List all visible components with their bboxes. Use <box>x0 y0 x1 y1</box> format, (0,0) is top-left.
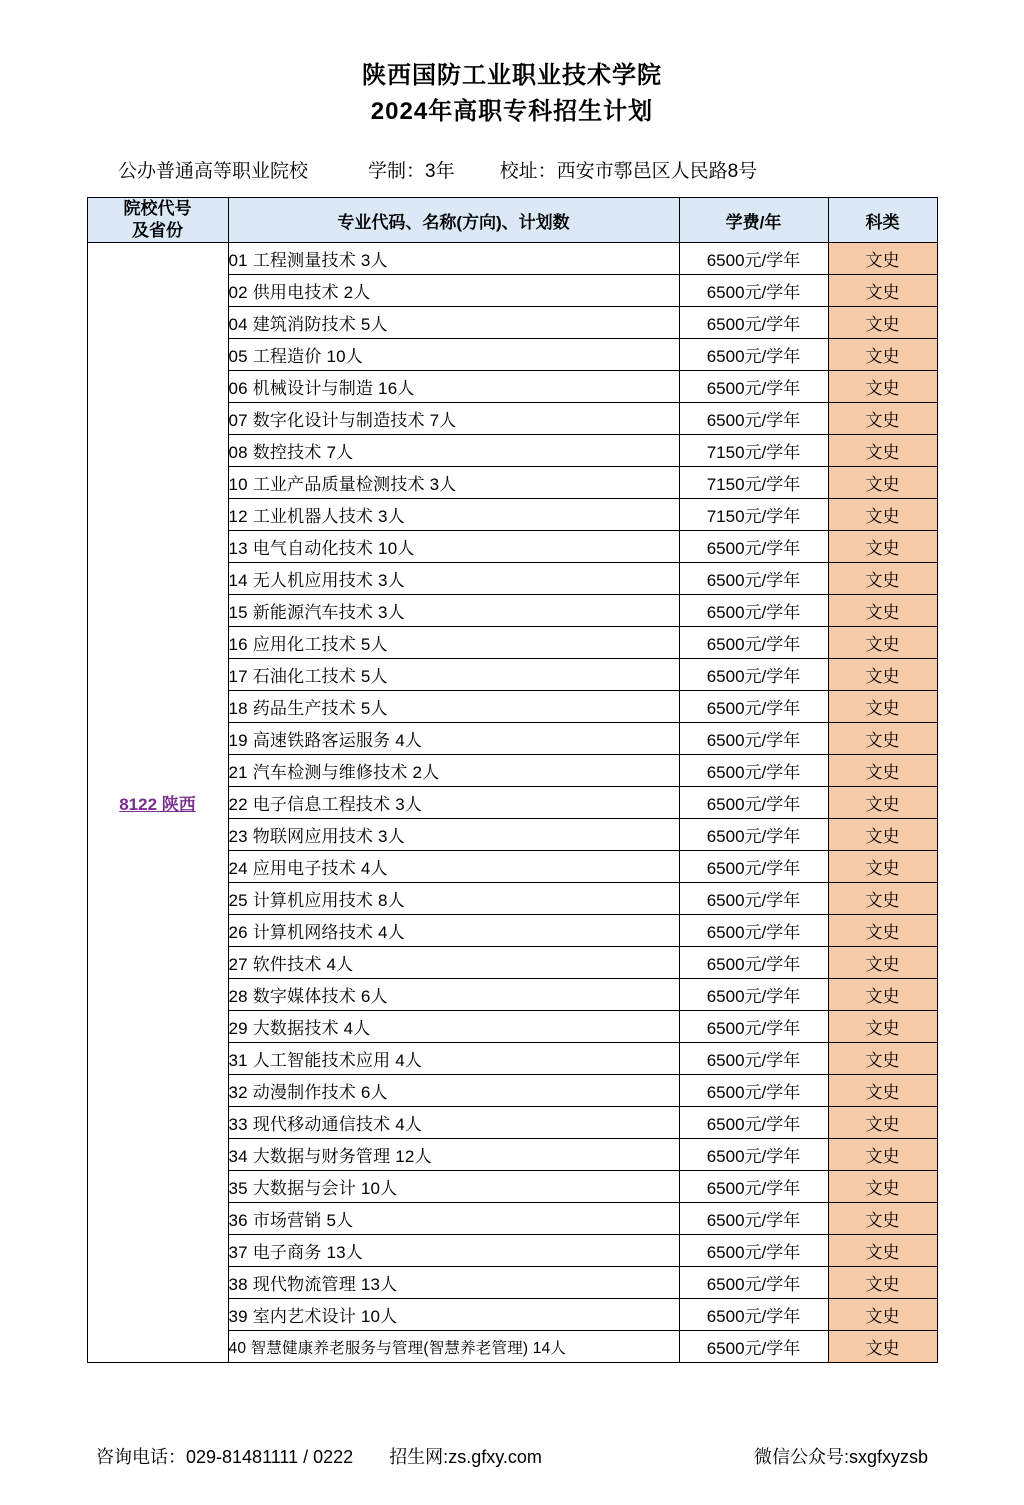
major-cell: 04 建筑消防技术 5人 <box>228 307 679 339</box>
fee-cell: 6500元/学年 <box>679 1299 828 1331</box>
fee-cell: 6500元/学年 <box>679 403 828 435</box>
major-cell: 27 软件技术 4人 <box>228 947 679 979</box>
subject-type-cell: 文史 <box>828 1107 937 1139</box>
subject-type-cell: 文史 <box>828 275 937 307</box>
major-cell: 29 大数据技术 4人 <box>228 1011 679 1043</box>
major-cell: 32 动漫制作技术 6人 <box>228 1075 679 1107</box>
fee-cell: 6500元/学年 <box>679 1139 828 1171</box>
subject-type-cell: 文史 <box>828 947 937 979</box>
subject-type-cell: 文史 <box>828 819 937 851</box>
wechat-account: 微信公众号:sxgfxyzsb <box>753 1447 928 1467</box>
fee-cell: 6500元/学年 <box>679 307 828 339</box>
fee-cell: 6500元/学年 <box>679 1171 828 1203</box>
subject-type-cell: 文史 <box>828 403 937 435</box>
subject-type-cell: 文史 <box>828 307 937 339</box>
subject-type-cell: 文史 <box>828 467 937 499</box>
header-fee: 学费/年 <box>679 198 828 243</box>
major-cell: 08 数控技术 7人 <box>228 435 679 467</box>
fee-cell: 6500元/学年 <box>679 531 828 563</box>
subject-type-cell: 文史 <box>828 1299 937 1331</box>
fee-cell: 6500元/学年 <box>679 563 828 595</box>
subject-type-cell: 文史 <box>828 883 937 915</box>
fee-cell: 6500元/学年 <box>679 691 828 723</box>
fee-cell: 6500元/学年 <box>679 243 828 275</box>
major-cell: 31 人工智能技术应用 4人 <box>228 1043 679 1075</box>
fee-cell: 6500元/学年 <box>679 1203 828 1235</box>
fee-cell: 7150元/学年 <box>679 467 828 499</box>
major-cell: 39 室内艺术设计 10人 <box>228 1299 679 1331</box>
major-cell: 12 工业机器人技术 3人 <box>228 499 679 531</box>
fee-cell: 6500元/学年 <box>679 1267 828 1299</box>
major-cell: 37 电子商务 13人 <box>228 1235 679 1267</box>
duration-label: 学制：3年 <box>368 161 455 182</box>
subject-type-cell: 文史 <box>828 1203 937 1235</box>
subject-type-cell: 文史 <box>828 563 937 595</box>
subject-type-cell: 文史 <box>828 499 937 531</box>
fee-cell: 6500元/学年 <box>679 787 828 819</box>
major-cell: 36 市场营销 5人 <box>228 1203 679 1235</box>
major-cell: 25 计算机应用技术 8人 <box>228 883 679 915</box>
fee-cell: 6500元/学年 <box>679 659 828 691</box>
admission-website: 招生网:zs.gfxy.com <box>389 1447 542 1467</box>
fee-cell: 6500元/学年 <box>679 755 828 787</box>
table-header <box>87 198 937 243</box>
fee-cell: 6500元/学年 <box>679 339 828 371</box>
fee-cell: 6500元/学年 <box>679 1075 828 1107</box>
major-cell: 22 电子信息工程技术 3人 <box>228 787 679 819</box>
address-label: 校址：西安市鄠邑区人民路8号 <box>499 161 758 182</box>
major-cell: 07 数字化设计与制造技术 7人 <box>228 403 679 435</box>
fee-cell: 6500元/学年 <box>679 595 828 627</box>
header-school-code <box>87 198 228 243</box>
header-major: 专业代码、名称(方向)、计划数 <box>228 198 679 243</box>
subject-type-cell: 文史 <box>828 851 937 883</box>
major-cell: 35 大数据与会计 10人 <box>228 1171 679 1203</box>
subject-type-cell: 文史 <box>828 371 937 403</box>
fee-cell: 6500元/学年 <box>679 947 828 979</box>
subject-type-cell: 文史 <box>828 531 937 563</box>
subject-type-cell: 文史 <box>828 1043 937 1075</box>
title-block <box>0 58 1024 130</box>
major-cell: 26 计算机网络技术 4人 <box>228 915 679 947</box>
document-page <box>0 58 1024 1505</box>
major-cell: 40 智慧健康养老服务与管理(智慧养老管理) 14人 <box>228 1331 679 1363</box>
fee-cell: 6500元/学年 <box>679 1043 828 1075</box>
major-cell: 02 供用电技术 2人 <box>228 275 679 307</box>
subject-type-cell: 文史 <box>828 1267 937 1299</box>
page-title-line2: 2024年高职专科招生计划 <box>370 98 654 125</box>
header-school-code-line1: 院校代号 <box>123 199 192 218</box>
header-type: 科类 <box>828 198 937 243</box>
major-cell: 10 工业产品质量检测技术 3人 <box>228 467 679 499</box>
major-cell: 23 物联网应用技术 3人 <box>228 819 679 851</box>
major-cell: 38 现代物流管理 13人 <box>228 1267 679 1299</box>
school-info-row <box>0 156 1024 183</box>
fee-cell: 7150元/学年 <box>679 435 828 467</box>
subject-type-cell: 文史 <box>828 1235 937 1267</box>
major-cell: 16 应用化工技术 5人 <box>228 627 679 659</box>
fee-cell: 6500元/学年 <box>679 1011 828 1043</box>
major-cell: 13 电气自动化技术 10人 <box>228 531 679 563</box>
major-cell: 19 高速铁路客运服务 4人 <box>228 723 679 755</box>
fee-cell: 7150元/学年 <box>679 499 828 531</box>
major-cell: 14 无人机应用技术 3人 <box>228 563 679 595</box>
fee-cell: 6500元/学年 <box>679 275 828 307</box>
fee-cell: 6500元/学年 <box>679 851 828 883</box>
subject-type-cell: 文史 <box>828 243 937 275</box>
subject-type-cell: 文史 <box>828 1011 937 1043</box>
table-body <box>87 243 937 1363</box>
fee-cell: 6500元/学年 <box>679 371 828 403</box>
fee-cell: 6500元/学年 <box>679 883 828 915</box>
subject-type-cell: 文史 <box>828 435 937 467</box>
major-cell: 15 新能源汽车技术 3人 <box>228 595 679 627</box>
fee-cell: 6500元/学年 <box>679 1331 828 1363</box>
major-cell: 33 现代移动通信技术 4人 <box>228 1107 679 1139</box>
subject-type-cell: 文史 <box>828 915 937 947</box>
subject-type-cell: 文史 <box>828 595 937 627</box>
major-cell: 06 机械设计与制造 16人 <box>228 371 679 403</box>
fee-cell: 6500元/学年 <box>679 1107 828 1139</box>
major-cell: 01 工程测量技术 3人 <box>228 243 679 275</box>
subject-type-cell: 文史 <box>828 339 937 371</box>
major-cell: 05 工程造价 10人 <box>228 339 679 371</box>
subject-type-cell: 文史 <box>828 979 937 1011</box>
admission-plan-table <box>87 197 938 1363</box>
subject-type-cell: 文史 <box>828 723 937 755</box>
subject-type-cell: 文史 <box>828 659 937 691</box>
fee-cell: 6500元/学年 <box>679 1235 828 1267</box>
table-row <box>87 243 937 275</box>
contact-phone: 咨询电话：029-81481111 / 0222 <box>96 1447 354 1467</box>
major-cell: 18 药品生产技术 5人 <box>228 691 679 723</box>
header-school-code-line2: 及省份 <box>132 221 183 240</box>
major-cell: 17 石油化工技术 5人 <box>228 659 679 691</box>
fee-cell: 6500元/学年 <box>679 723 828 755</box>
subject-type-cell: 文史 <box>828 627 937 659</box>
major-cell: 28 数字媒体技术 6人 <box>228 979 679 1011</box>
subject-type-cell: 文史 <box>828 1171 937 1203</box>
fee-cell: 6500元/学年 <box>679 915 828 947</box>
school-type-label: 公办普通高等职业院校 <box>118 161 309 182</box>
fee-cell: 6500元/学年 <box>679 819 828 851</box>
subject-type-cell: 文史 <box>828 1139 937 1171</box>
fee-cell: 6500元/学年 <box>679 979 828 1011</box>
major-cell: 34 大数据与财务管理 12人 <box>228 1139 679 1171</box>
subject-type-cell: 文史 <box>828 1075 937 1107</box>
school-code-cell: 8122 陕西 <box>87 243 228 1363</box>
subject-type-cell: 文史 <box>828 691 937 723</box>
subject-type-cell: 文史 <box>828 1331 937 1363</box>
page-title-line1: 陕西国防工业职业技术学院 <box>362 62 662 89</box>
major-cell: 21 汽车检测与维修技术 2人 <box>228 755 679 787</box>
fee-cell: 6500元/学年 <box>679 627 828 659</box>
subject-type-cell: 文史 <box>828 755 937 787</box>
subject-type-cell: 文史 <box>828 787 937 819</box>
major-cell: 24 应用电子技术 4人 <box>228 851 679 883</box>
